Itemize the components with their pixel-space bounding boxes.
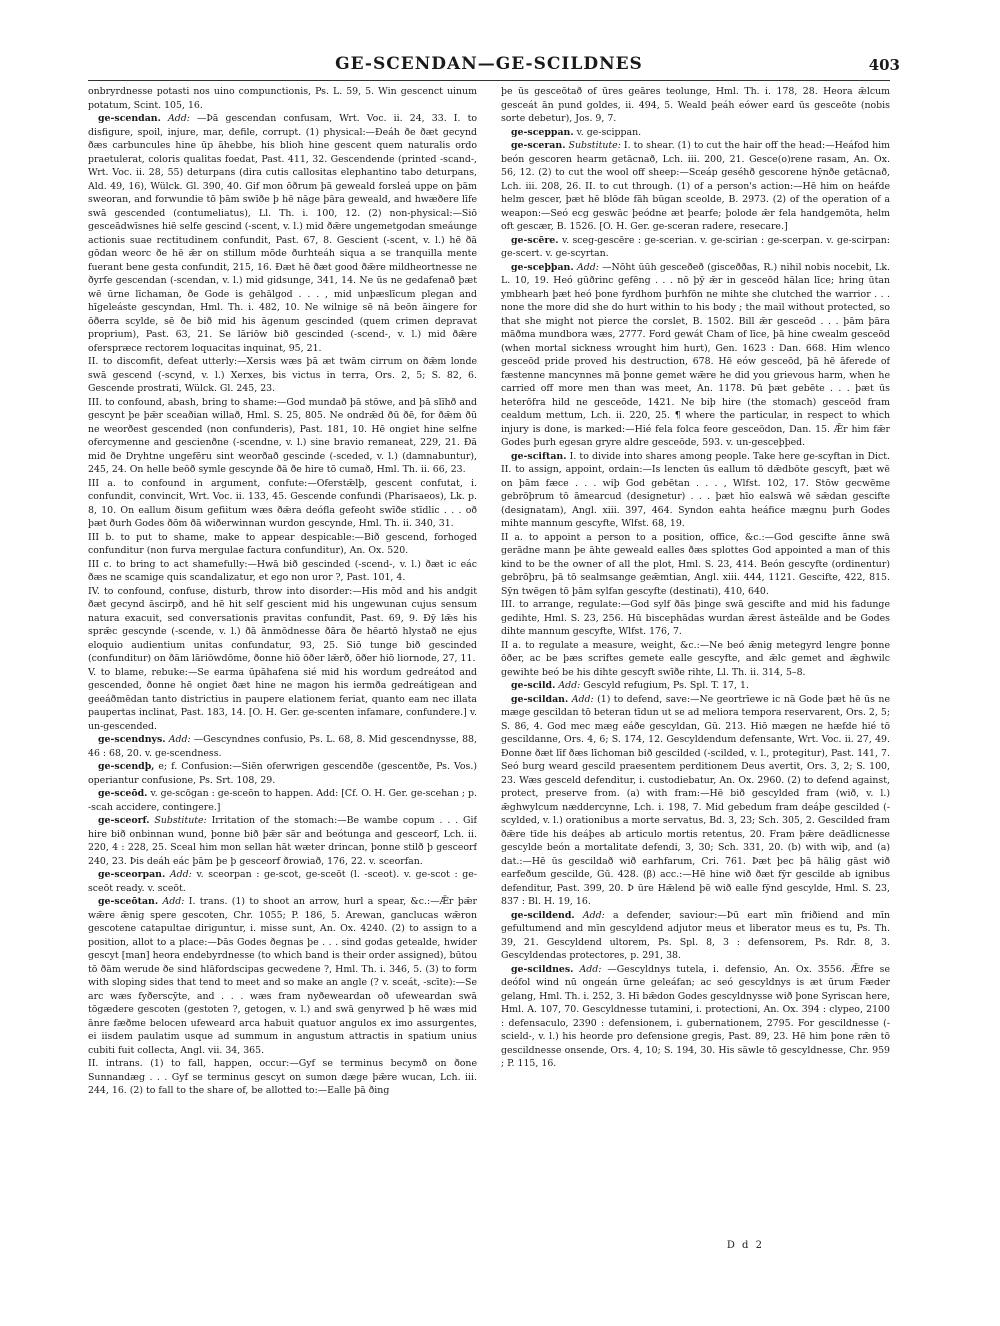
entry-text: v. sceg-gescēre : ge-scerian. v. ge-scirian : ge-scerpan. v. ge-scirpan: ge-scert. v. ge-scyrtan. — [501, 234, 890, 259]
entry-headword: ge-scendan. — [98, 113, 161, 124]
dictionary-entry — [88, 814, 477, 868]
entry-text: I. to divide into shares among people. Take here ge-scyftan in Dict. II. to assign, appoint, ordain:—Is lencten ūs eallum tō dǣdbōte gescyft, þæt wē on þām fæce . . . wiþ God gebētan . . . , Wlfst. 102, 17. Stōw gecwēme gebrōþrum tō āmearcud (designetur) . . . þæt hīo ealswā wē sǣdan gescifte (designatam), Angl. xiii. 397, 464. Syndon eahta heáfice mægnu þurh Godes mihte mannum gescyfte, Wlfst. 68, 19. — [501, 450, 890, 529]
dictionary-entry — [501, 139, 890, 234]
entry-headword: ge-sceran. — [511, 140, 566, 151]
entry-headword: ge-sceorf. — [98, 815, 150, 826]
dictionary-entry — [501, 261, 890, 450]
dictionary-entry — [88, 558, 477, 585]
dictionary-entry — [501, 909, 890, 963]
dictionary-entry — [88, 396, 477, 477]
entry-headword: ge-scendnys. — [98, 734, 166, 745]
entry-label: Add: — [168, 734, 191, 745]
dictionary-entry — [88, 868, 477, 895]
entry-text: Gescyld refugium, Ps. Spl. T. 17, 1. — [583, 680, 749, 691]
entry-text: II. to discomfit, defeat utterly:—Xersis wæs þā æt twām cirrum on ðǣm londe swā gescend (-scynd, v. l.) Xerxes, bis victus in terra, Ors. 2, 5; S. 82, 6. Gescende prostrati, Wülck. Gl. 245, 23. — [88, 356, 477, 394]
signature-mark: D d 2 — [726, 1240, 764, 1251]
dictionary-entry — [88, 585, 477, 666]
dictionary-entry — [501, 693, 890, 909]
entry-headword: ge-scild. — [511, 680, 556, 691]
entry-text: II a. to regulate a measure, weight, &c.:—Ne beó ǣnig metegyrd lengre þonne ōðer, ac be þæs scriftes gemete ealle gescyfte, and ǣlc gemet and ǣghwilc gewihte beó be his dihte gescyft swīðe rihte, Ll. Th. ii. 314, 5–8. — [501, 639, 890, 678]
entry-headword: ge-scēre. — [511, 234, 559, 246]
dictionary-entry — [88, 85, 477, 112]
dictionary-entry — [88, 760, 477, 787]
dictionary-entry — [501, 679, 890, 693]
entry-label: Substitute: — [568, 140, 621, 151]
dictionary-entry — [88, 733, 477, 760]
entry-label: Add: — [582, 909, 605, 921]
entry-headword: ge-sceorpan. — [98, 869, 166, 880]
entry-headword: ge-sceppan. — [511, 126, 574, 138]
entry-text: I. trans. (1) to shoot an arrow, hurl a spear, &c.:—Ǣr þǣr wǣre ǣnig spere gescoten, Chr. 1055; P. 186, 5. Arewan, ganclucas wǣron gescotene catapultae diriguntur, i. misse sunt, An. Ox. 4240. (2) to assign to a position, allot to a place:—Þās Godes ðegnas þe . . . sind godas getealde, hwider gescyt [man] heora endebyrdnesse (to which band is their order assigned), būtou tō ðām werude ðe sind hlāfordscipas gecwedene ?, Hml. Th. i. 346, 5. (3) to form with sloping sides that tend to meet and so make an angle (? v. sceát, -scīte):—Se arc wæs fyðerscȳte, and . . . wæs fram nyðeweardan oð ufeweardan swā tōgædere gescoten (gestoten ?, getogen, v. l.) and swā genyrwed þ hē wæs mid ānre fæðme belocen ufeweard arca habuit quatuor angulos ex imo assurgentes, ei iisdem paulatim usque ad summum in angustum attractis in spatium unius cubiti fuit collecta, Angl. vii. 34, 365. — [88, 896, 477, 1056]
page-number: 403 — [868, 56, 900, 74]
entry-text: a defender, saviour:—Þū eart mīn friðiend and mīn gefultumend and mīn gescyldend adjutor meus et liberator meus es tu, Ps. Th. 39, 21. Gescyldend ultorem, Ps. Spl. 8, 3 : defensorem, Ps. Rdr. 8, 3. Gescyldendas protectores, p. 291, 38. — [501, 909, 890, 961]
entry-text: onbryrdnesse potasti nos uino compunctionis, Ps. L. 59, 5. Win gescenct uinum potatum, Scint. 105, 16. — [88, 86, 477, 111]
entry-text: III. to arrange, regulate:—God sylf ðās þinge swā gescifte and mid his fadunge gedihte, Hml. S. 23, 256. Hū biscephādas wurdan ǣrest āsteālde and be Godes dihte mannum gescyfte, Wlfst. 176, 7. — [501, 599, 890, 637]
entry-text: e; f. Confusion:—Siēn oferwrigen gescendðe (gescentðe, Ps. Vos.) operiantur confusione, Ps. Srt. 108, 29. — [88, 761, 477, 786]
entry-headword: ge-sciftan. — [511, 450, 567, 462]
entry-label: Add: — [579, 963, 602, 975]
entry-label: Add: — [162, 896, 185, 907]
entry-text: III c. to bring to act shamefully:—Hwā bið gescinded (-scend-, v. l.) ðæt ic eác ðæs ne scamige quis scandalizatur, et ego non uror ?, Past. 101, 4. — [88, 558, 477, 583]
entry-text: (1) to defend, save:—Ne geortrīewe ic nā Gode þæt hē ūs ne mæge gescildan tō beteran tīdun ut se ad meliora tempora reservarent, Ors. 2, 5; S. 86, 4. God mec mæg eáðe gescyldan, Gū. 213. Hiō mægen ne hæfde hié tō gescildanne, Ors. 4, 6; S. 174, 12. Gescyldendum defensante, Wrt. Voc. ii. 27, 49. Ðonne ðæt līf ðæs līchoman bið gescilded (-scilded, v. l., protegitur), Past. 141, 7. Seó burg weard gescild praesentem perditionem Deus avertit, Ors. 3, 2; S. 100, 23. Wæs gesceld defenditur, i. custodiebatur, An. Ox. 2960. (2) to defend against, protect, preserve from. (a) with fram:—Hē bið gescylded fram (wið, v. l.) ǣghwylcum næddercynne, Lch. i. 198, 7. Mid gebedum fram deáþe gescilded (-scylded, v. l.) orationibus a morte servatus, Bd. 3, 23; Sch. 305, 2. Gescilded fram ðǣre tīde his deáþes ab articulo mortis retentus, 20. Fram þǣre deādlicnesse gescylde beón a mortalitate defendi, 3, 30; Sch. 331, 20. (b) with wiþ, and (a) dat.:—Hē ūs gescildað wið earhfarum, Cri. 761. Þæt þec þā hālig gāst wið earfeðum gescilde, Gū. 428. (β) acc.:—Hē hine wið ðæt fȳr gescilde ab ignibus defenditur, Past. 399, 20. Þ ūre Hǣlend þē wið ealle fȳnd gescylde, Hml. S. 23, 837 : Bl. H. 19, 16. — [501, 693, 890, 907]
dictionary-entry — [88, 355, 477, 396]
dictionary-entry — [88, 531, 477, 558]
dictionary-entry — [501, 963, 890, 1071]
entry-text: þe ūs gesceōtað of ūres geāres teolunge, Hml. Th. i. 178, 28. Heora ǣlcum gesceát ān pund goldes, ii. 494, 5. Weald þeáh eówer eard ūs gesceōte (nobis sorte debetur), Jos. 9, 7. — [501, 86, 890, 124]
entry-text: v. ge-scippan. — [576, 126, 642, 138]
entry-text: III b. to put to shame, make to appear despicable:—Bið gescend, forhoged confunditur (non furva mergulae factura confunditur), An. Ox. 520. — [88, 531, 477, 556]
entry-text: —Þā gescendan confusam, Wrt. Voc. ii. 24, 33. I. to disfigure, spoil, injure, mar, defile, corrupt. (1) physical:—Ðeáh ðe ðæt gecynd ðæs carbuncules hine ūp āhebbe, his blioh hine gescent quem naturalis ordo praetulerat, coloris qualitas foedat, Past. 411, 32. Gescendende (printed -scand-, Wrt. Voc. ii. 28, 55) deturpans (dira cutis callositas elephantino tabo deturpans, Ald. 49, 16), Wülck. Gl. 390, 40. Gif mon ōðrum þā geweald forsleá uppe on þām sweoran, and forwundie tō þām swīðe þ hē nāge þāra geweald, and hwæðere līfe swā gescended (contumeliatus), Ll. Th. i. 100, 12. (2) non-physical:—Siō gesceādwīsnes hiē selfe gescind (-scent, v. l.) mid ðǣre ungemetgodan smeáunge actionis suae rectitudinem confundit, Past. 67, 8. Gescient (-scent, v. l.) hē ðā gōdan weorc ðe hē ǣr on stillum mōde ðurhteáh siqua a se tranquilla mente fuerant bene gesta confundit, 215, 16. Ðæt hē ðæt good ðǣre mildheortnesse ne ðyrfe gescendan (-scendan, v. l.) mid gidsunge, 341, 14. Ne ūs ne gedafenað þæt wē ūrne līchaman, ðe Gode is gehālgod . . . , mid unþæslīcum plegan and hīgeleáste gescyndan, Hml. Th. i. 482, 10. Ne wilnige sē nā beōn āingere for ōðerra scylde, sē ðe bið mid his āgenum gescinded (quem crimen depravat proprium), Past. 63, 21. Se lāriōw bið gescinded (-scend-, v. l.) mid ðǣre oferspræce rectorem loquacitas inquinat, 95, 21. — [88, 113, 477, 354]
entry-text: V. to blame, rebuke:—Se earma ūpāhafena sié mid his wordum gedreátod and gescended, ðonne hē ongiet ðæt hine ne magon his iermða gedreátigean and geeáðmēdan tanto districtius in paupere elationem feriat, quanto eam nec illata paupertas inclinat, Past. 183, 14. [O. H. Ger. ge-scenten infamare, confundere.] v. un-gescended. — [88, 666, 477, 732]
entry-text: III a. to confound in argument, confute:—Oferstǣlþ, gescent confutat, i. confundit, convincit, Wrt. Voc. ii. 133, 45. Gescende confundi (Pharisaeos), Lk. p. 8, 10. On eallum ðisum gefiitum wæs ðǣra deófla gefeoht swīðe stīdlic . . . oð þæt ðurh Godes ðōm ðā wiðerwinnan wurdon gescynde, Hml. Th. ii. 340, 31. — [88, 477, 477, 529]
entry-headword: ge-sceōtan. — [98, 896, 159, 907]
entry-headword: ge-scildnes. — [511, 963, 574, 975]
dictionary-entry — [88, 666, 477, 734]
entry-headword: ge-sceþþan. — [511, 261, 574, 273]
entry-headword: ge-scildend. — [511, 909, 575, 921]
entry-text: v. sceorpan : ge-scot, ge-sceōt (l. -sceot). v. ge-scot : ge-sceōt ready. v. sceōt. — [88, 869, 477, 894]
dictionary-entry — [501, 85, 890, 126]
entry-headword: ge-sceōd. — [98, 788, 148, 799]
dictionary-entry — [88, 787, 477, 814]
entry-text: —Gescyndnes confusio, Ps. L. 68, 8. Mid gescendnysse, 88, 46 : 68, 20. v. ge-scendness. — [88, 734, 477, 759]
entry-headword: ge-scildan. — [511, 693, 569, 705]
right-column — [501, 85, 890, 1225]
entry-text: —Gescyldnys tutela, i. defensio, An. Ox. 3556. Ǣfre se deófol wind nū ongeán ūrne geleáfan; ac seó gescyldnys is æt ūrum Fæder gelang, Hml. Th. i. 252, 3. Hī bǣdon Godes gescyldnysse wið þone Syriscan here, Hml. A. 107, 70. Gescyldnesse tutamini, i. protectioni, An. Ox. 394 : clypeo, 2100 : defensaculo, 2390 : defensionem, i. gubernationem, 2795. For gescildnesse (-scield-, v. l.) his heorde pro defensione gregis, Past. 89, 23. Hē him þone rǣn tō gescildnesse onsende, Ors. 4, 10; S. 194, 30. His sāwle tō gescyldnesse, Chr. 959 ; P. 115, 16. — [501, 963, 890, 1069]
entry-text: I. to shear. (1) to cut the hair off the head:—Heáfod him beón gescoren hearm getācnað, Lch. iii. 200, 21. Gesce(o)rene rasam, An. Ox. 56, 12. (2) to cut the wool off sheep:—Sceáp geséhð gescorene hȳnðe getācnað, Lch. iii. 208, 26. II. to cut through. (1) of a person's action:—Hē him on heáfde helm gescer, þæt hē blōde fāh būgan sceolde, B. 2973. (2) of the operation of a weapon:—Seó ecg geswāc þeódne æt þearfe; þolode ǣr fela handgemōta, helm oft gescær, B. 1526. [O. H. Ger. ge-sceran radere, resecare.] — [501, 140, 890, 232]
dictionary-entry — [501, 598, 890, 639]
entry-text: II. intrans. (1) to fall, happen, occur:—Gyf se terminus becymð on ðone Sunnandæg . . . Gyf se terminus gescyt on sumon dæge þǣre wucan, Lch. iii. 244, 16. (2) to fall to the share of, be allotted to:—Ealle þā ðing — [88, 1058, 477, 1096]
entry-label: Add: — [571, 693, 594, 705]
entry-label: Add: — [576, 261, 599, 273]
entry-text: II a. to appoint a person to a position, office, &c.:—God gescifte ānne swā gerādne mann þe āhte geweald ealles ðæs splottes God appointed a man of this kind to be the owner of all the plot, Hml. S. 23, 414. Beón gescyfte (ordinentur) gebrōþru, þā tō sealmsange geǣmtian, Angl. xiii. 444, 1121. Gescifte, 422, 815. Sȳn twēgen tō þām sylfan gescyfte (destinati), 410, 640. — [501, 531, 890, 597]
entry-text: —Nōht ūūh gesceðeð (gisceððas, R.) nihil nobis nocebit, Lk. L. 10, 19. Heó gūðrinc gefēng . . . nō þȳ ǣr in gesceōd hālan līce; hring ūtan ymbhearh þæt heó þone fyrdhom þurhfōn ne mihte she clutched the warrior . . . none the more did she do hurt within to his body ; the mail without protected, so that she might not pierce the corslet, B. 1502. Bill ǣr gesceōd . . . þām þāra māðma mundbora wæs, 2777. Ford gewát Cham of līce, þā hine cwealm gesceōd (when mortal sickness wrought him hurt), Gen. 1623 : Dan. 668. Him wlenco gesceōd pride proved his destruction, 678. Hē eów gesceōd, þā hē āferede of fæstenne mancynnes mā þonne gemet wǣre he did you grievous harm, when he carried off more men than was meet, An. 1178. Þū þæt gebēte . . . þæt ūs heterōfra hild ne gesceōde, 1421. Ne biþ hire (the stomach) gesceōd fram cealdum mettum, Lch. ii. 220, 25. ¶ where the particular, in respect to which injury is done, is marked:—Hié fela folca feore gesceōdon, Dan. 15. Ǣr him fǣr Godes þurh egesan gryre aldre gesceōde, 593. v. un-gesceþþed. — [501, 261, 890, 448]
entry-label: Add: — [169, 869, 192, 880]
dictionary-entry — [501, 234, 890, 261]
dictionary-entry — [88, 112, 477, 355]
running-head — [88, 52, 900, 81]
left-column — [88, 85, 477, 1225]
page-title: GE-SCENDAN—GE-SCILDNES — [335, 54, 643, 74]
entry-text: v. ge-scōgan : ge-sceōn to happen. Add: [Cf. O. H. Ger. ge-scehan ; p. -scah accidere, contingere.] — [88, 788, 477, 813]
text-columns — [88, 85, 890, 1225]
entry-text: IV. to confound, confuse, disturb, throw into disorder:—His mōd and his andgit ðæt gecynd āscirpð, and hē hit self gescient mid his ungewunan cujus sensum natura exacuit, sed conversationis pravitas confundit, Past. 69, 9. Ðȳ lǣs his sprǣc gescynde (-scende, v. l.) ðā ānmōdnesse ðāra ðe hēartō hlystað ne ejus eloquio audientium unitas confundatur, 93, 25. Siō tunge bið gescinded (confunditur) on ðām lāriōwdōme, ðonne hiō ōðer lǣrð, ōðer hiō liornode, 27, 11. — [88, 585, 477, 664]
dictionary-entry — [501, 126, 890, 140]
entry-label: Add: — [558, 680, 581, 691]
entry-label: Add: — [168, 113, 190, 124]
dictionary-entry — [88, 477, 477, 531]
dictionary-entry — [88, 895, 477, 1057]
entry-label: Substitute: — [154, 815, 207, 826]
dictionary-entry — [501, 531, 890, 599]
entry-text: Irritation of the stomach:—Be wambe copum . . . Gif hire bið onbinnan wund, þonne bið þǣr sār and beótunga and gesceorf, Lch. ii. 220, 4 : 228, 25. Sceal him mon sellan hāt wæter drincan, þonne stilð þ gesceorf 240, 23. Þis deáh eác þām þe þ gesceorf ðrowiað, 176, 22. v. sceorfan. — [88, 815, 477, 867]
entry-headword: ge-scendþ, — [98, 761, 155, 772]
dictionary-entry — [88, 1057, 477, 1098]
dictionary-entry — [501, 450, 890, 531]
dictionary-entry — [501, 639, 890, 680]
entry-text: III. to confound, abash, bring to shame:—God mundað þā stōwe, and þā slīhð and gescynt þe þǣr sceaðian willað, Hml. S. 25, 805. Ne ondrǣd ðū ðē, for ðǣm ðū ne weorðest gescended (non confunderis), Past. 181, 10. Hē ongiet hine selfne ofercymenne and gescienðne (-scendne, v. l.) sine bravio remaneat, 229, 21. Ðā mid ðe Dryhtne ungefēru sint weorðað gescinde (-sceded, v. l.) (damnabuntur), 245, 24. On helle beōð symle gescynde ðā ðe hire tō cumað, Hml. Th. ii. 66, 23. — [88, 396, 477, 475]
